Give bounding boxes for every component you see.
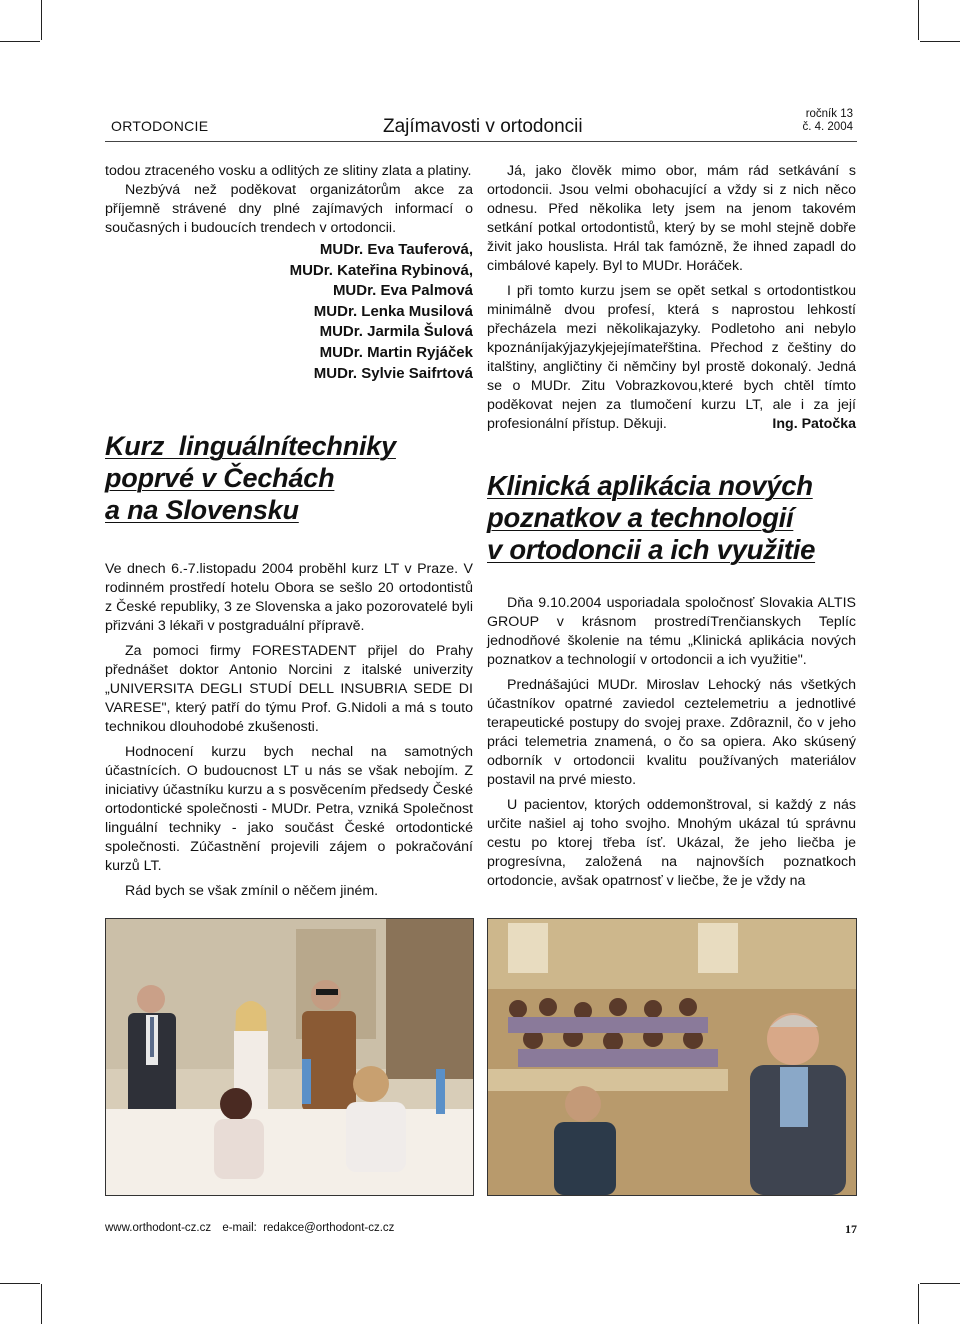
- signature-line: MUDr. Eva Tauferová,: [319, 241, 473, 258]
- left-column: [105, 162, 473, 901]
- course-participants-photo: [105, 918, 474, 1196]
- page-header: [105, 100, 857, 142]
- page-footer: [105, 1222, 857, 1234]
- email-link[interactable]: e-mail: redakce@orthodont-cz.cz: [222, 1222, 395, 1234]
- intro-paragraph: todou ztraceného vosku a odlitých ze slitiny zlata a platiny.: [105, 163, 472, 179]
- issue-info: [802, 108, 853, 134]
- crop-mark-top-right: [918, 0, 919, 40]
- lecture-hall-illustration: [488, 919, 856, 1195]
- crop-mark-top-right-h: [920, 41, 960, 42]
- signature-line: MUDr. Eva Palmová: [332, 282, 473, 300]
- article-headline-clinical: [487, 470, 856, 566]
- paragraph-text: I při tomto kurzu jsem se opět setkal s ortodontistkou minimálně dvou profesí, která s naprostou lehkostí přecházela mezi několikajazyky. Podletoho ani nebylo kpoznáníjakýjazykjejejímateřština. Přechod z češtiny do italštiny, angličtiny či němčiny byl prostě dokonalý. Jedná se o MUDr. Zitu Vobrazkovou,které bych chtěl tímto poděkovat nejen za tlumočení kurzu LT, ale i za její profesionální přístup. Děkuji.: [487, 283, 856, 432]
- website-link[interactable]: www.orthodont-cz.cz: [105, 1222, 212, 1234]
- header-rule: [105, 141, 857, 142]
- volume-label: ročník 13: [805, 108, 853, 120]
- thanks-paragraph: Nezbývá než poděkovat organizátorům akce za příjemně strávené dny plné zajímavých informací o současných i budoucích trendech v ortodoncii.: [105, 182, 473, 236]
- body-paragraph: Hodnocení kurzu bych nechal na samotných účastnících. O budoucnost LT u nás se však nebojím. Z iniciativy účastníku kurzu a s posvěcením předsedy České ortodontické společnosti - MUDr. Petra, vzniká Společnost linguální techniky - jako součást České ortodontické společnosti. Zúčastnění projevili zájem o pokračování kurzů LT.: [105, 744, 473, 875]
- crop-mark-bottom-right-h: [920, 1283, 960, 1284]
- body-paragraph: [487, 282, 856, 434]
- headline-line: poznatkov a technologií: [487, 502, 794, 533]
- body-paragraph: Dňa 9.10.2004 usporiadala spoločnosť Slovakia ALTIS GROUP v krásnom prostredíTrenčianskych Teplíc jednodňové školenie na tému „Klinická aplikácia nových poznatkov a technologií v ortodoncii a ich využitie".: [487, 595, 856, 668]
- body-paragraph: Za pomoci firmy FORESTADENT přijel do Prahy přednášet doktor Antonio Norcini z italské univerzity „UNIVERSITA DEGLI STUDÍ DELL INSUBRIA SEDE DI VARESE", který patří do týmu Prof. G.Nidoli a má s touto technikou dlouhodobé zkušenosti.: [105, 643, 473, 736]
- course-participants-illustration: [106, 919, 473, 1195]
- headline-line: poprvé v Čechách: [105, 463, 335, 494]
- crop-mark-bottom-right: [918, 1284, 919, 1324]
- body-paragraph: Prednášajúci MUDr. Miroslav Lehocký nás všetkých účastníkov opatrné zaviedol ceztelemetriu a jednotlivé terapeutické postupy do svojej praxe. Zdôraznil, čo v jeho práci telemetria znamená, o čo sa opiera. Ako skúsený odborník v ortodoncii kvalitu používaných materiálov postavil na prvé miesto.: [487, 677, 856, 788]
- headline-line: a na Slovensku: [105, 495, 299, 526]
- lecture-hall-photo: [487, 918, 857, 1196]
- article-headline-lingual: [105, 430, 473, 526]
- footer-contacts: [105, 1222, 857, 1234]
- crop-mark-bottom-left-h: [0, 1283, 40, 1284]
- body-paragraph: Já, jako člověk mimo obor, mám rád setkávání s ortodoncii. Jsou velmi obohacující a vždy si z nich něco odnesu. Před několika lety jsem na jenom takovém setkání potkal ortodontistů, který by se mohl stejně dobře živit jako houslista. Hrál tak famózně, že ihned zapadl do cimbálové kapely. Byl to MUDr. Horáček.: [487, 163, 856, 274]
- crop-mark-top-left-h: [0, 41, 40, 42]
- crop-mark-bottom-left: [41, 1284, 42, 1324]
- header-title: Zajímavosti v ortodoncii: [383, 116, 583, 137]
- body-paragraph: Ve dnech 6.-7.listopadu 2004 proběhl kurz LT v Praze. V rodinném prostředí hotelu Obora se sešlo 20 ortodontistů z České republiky, 3 ze Slovenska a jako pozorovatelé byli přizváni 3 lékaři v postgraduální přípravě.: [105, 561, 473, 635]
- signature-block: [105, 240, 473, 384]
- signature-line: MUDr. Martin Ryjáček: [319, 343, 473, 361]
- headline-line: Klinická aplikácia nových: [487, 470, 813, 501]
- signature-line: MUDr. Lenka Musilová: [313, 302, 473, 320]
- body-paragraph: Rád bych se však zmínil o něčem jiném.: [125, 883, 379, 900]
- author-signature: Ing. Patočka: [772, 416, 856, 432]
- section-label: ORTODONCIE: [111, 118, 209, 134]
- body-paragraph: U pacientov, ktorých oddemonštroval, si každý z nás určite našiel aj toho svojho. Mnohým ukázal tú správnu cestu po ktorej třeba ísť. Ukázal, že jeho liečba je progresívna, založená na najnovších poznatkoch ortodoncie, avšak opatrnosť v liečbe, že je vždy na: [487, 797, 856, 889]
- signature-line: MUDr. Kateřina Rybinová,: [289, 261, 473, 279]
- right-column: [487, 162, 856, 891]
- crop-mark-top-left: [41, 0, 42, 40]
- headline-line: Kurz linguálnítechniky: [105, 431, 396, 462]
- signature-line: MUDr. Sylvie Saifrtová: [313, 364, 473, 382]
- page-number: 17: [845, 1222, 857, 1236]
- signature-line: MUDr. Jarmila Šulová: [319, 323, 473, 341]
- headline-line: v ortodoncii a ich využitie: [487, 534, 816, 565]
- issue-label: č. 4. 2004: [802, 121, 853, 133]
